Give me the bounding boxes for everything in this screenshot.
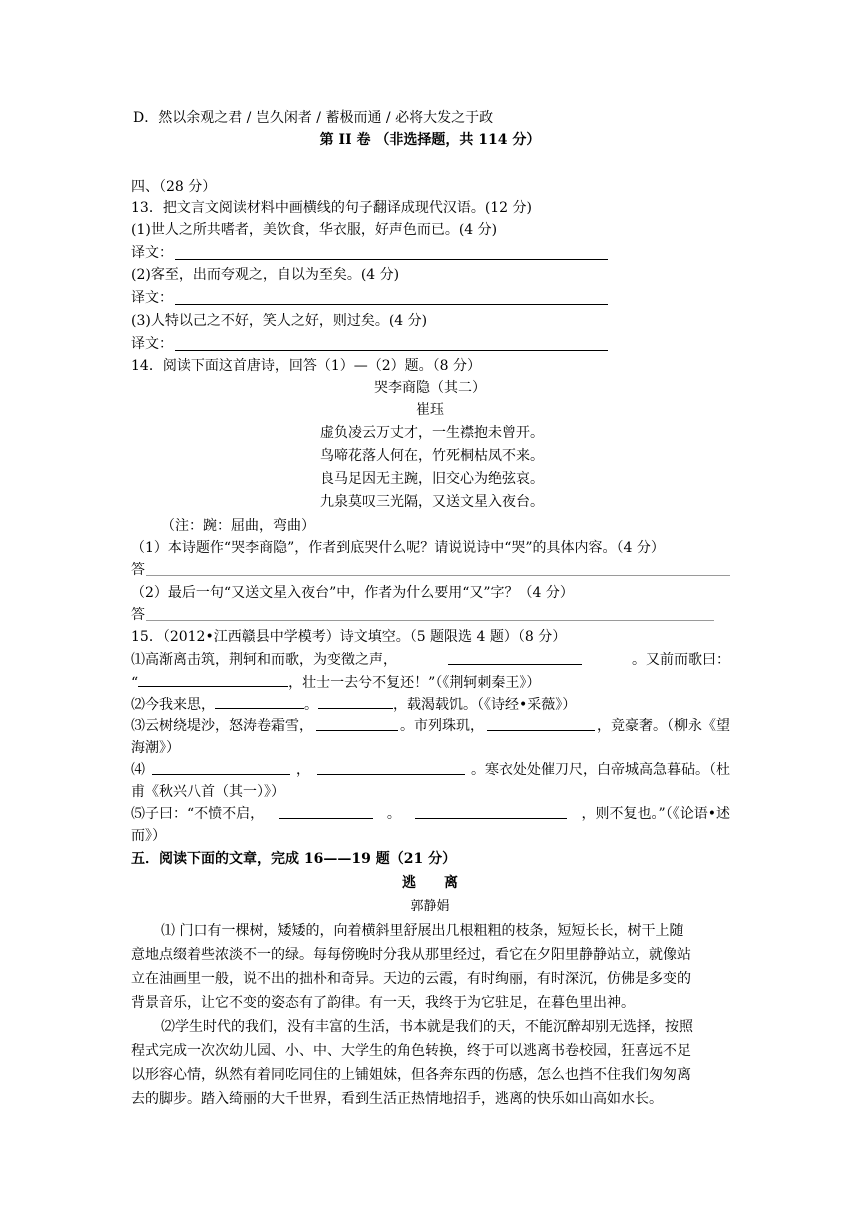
q15-item2-text-b: 。 xyxy=(304,697,318,713)
q14-answer-label-1: 答 xyxy=(131,562,145,578)
q14-answer-line-1[interactable] xyxy=(146,575,730,576)
q15-item-5-cont: 而》） xyxy=(131,828,166,844)
q15-item2-text-a: ⑵今我来思， xyxy=(131,697,215,713)
q15-item5-text-a: ⑸子曰：“不愤不启， xyxy=(131,806,265,822)
q15-item3-text-b: 。市列珠玑， xyxy=(400,718,484,734)
q15-item-4-cont: 甫《秋兴八首（其一）》） xyxy=(131,784,285,800)
q15-item-1 xyxy=(131,650,730,670)
q15-item-4 xyxy=(131,760,730,780)
q13-stem: 13．把文言文阅读材料中画横线的句子翻译成现代汉语。(12 分) xyxy=(131,200,533,216)
article-p2-line-4: 去的脚步。踏入绮丽的大千世界，看到生活正热情地招手，逃离的快乐如山高如水长。 xyxy=(131,1091,663,1107)
article-p1-line-4: 背景音乐，让它不变的姿态有了韵律。有一天，我终于为它驻足，在暮色里出神。 xyxy=(131,995,635,1011)
q14-stem: 14．阅读下面这首唐诗，回答（1）—（2）题。（8 分） xyxy=(131,358,481,374)
q13-answer-line-2[interactable] xyxy=(175,304,608,305)
article-p2-line-2: 程式完成一次次幼儿园、小、中、大学生的角色转换，终于可以逃离书卷校园，狂喜远不足 xyxy=(131,1043,691,1059)
q14-answer-line-2[interactable] xyxy=(146,620,714,621)
article-p2-line-3: 以形容心情，纵然有着同吃同住的上铺姐妹，但各奔东西的伤感，怎么也挡不住我们匆匆离 xyxy=(131,1067,691,1083)
q15-item1-text-d: ，壮士一去兮不复还！”（《荆轲刺秦王》） xyxy=(288,675,541,691)
q15-item1-text-b: 。又前而歌曰： xyxy=(632,652,730,668)
q15-item4-text-c: 。寒衣处处催刀尺，白帝城高急暮砧。（杜 xyxy=(471,762,730,778)
article-p1-line-1: ⑴ 门口有一棵树，矮矮的，向着横斜里舒展出几根粗粗的枝条，短短长长，树干上随 xyxy=(161,923,684,939)
article-p1-line-2: 意地点缀着些浓淡不一的绿。每每傍晚时分我从那里经过，看它在夕阳里静静站立，就像站 xyxy=(131,947,691,963)
q15-item5-text-b: 。 xyxy=(386,806,401,822)
poem-line-3: 良马足因无主踠，旧交心为绝弦哀。 xyxy=(320,471,544,487)
q14-answer-label-2: 答 xyxy=(131,607,145,623)
q15-item-2 xyxy=(131,694,576,715)
article-author: 郭静娟 xyxy=(410,899,450,914)
poem-note: （注：踠：屈曲，弯曲） xyxy=(161,518,315,534)
poem-line-1: 虚负凌云万丈才，一生襟抱未曾开。 xyxy=(320,425,544,441)
q15-item3-text-a: ⑶云树绕堤沙，怒涛卷霜雪， xyxy=(131,718,313,734)
q13-answer-line-1[interactable] xyxy=(175,259,608,260)
q15-blank-8[interactable] xyxy=(317,760,465,775)
q15-blank-9[interactable] xyxy=(279,804,373,819)
poem-author: 崔珏 xyxy=(416,402,444,418)
q15-item2-text-c: ，载渴载饥。（《诗经•采薇》） xyxy=(393,697,577,713)
q15-stem: 15．（2012•江西赣县中学模考）诗文填空。（5 题限选 4 题）（8 分） xyxy=(131,629,567,645)
q15-blank-1[interactable] xyxy=(448,650,582,665)
section4-header: 四、（28 分） xyxy=(131,179,217,195)
q15-item5-text-c: ，则不复也。”（《论语•述 xyxy=(581,806,730,822)
q15-blank-10[interactable] xyxy=(415,804,567,819)
q15-blank-5[interactable] xyxy=(316,716,398,731)
q13-item-2: (2)客至，出而夸观之，自以为至矣。(4 分) xyxy=(131,267,400,283)
q15-item1-text-a: ⑴高渐离击筑，荆轲和而歌，为变徵之声， xyxy=(131,652,397,668)
q14-sub-2: （2）最后一句“又送文星入夜台”中，作者为什么要用“又”字？（4 分） xyxy=(131,585,574,601)
q13-item-1: (1)世人之所共嗜者，美饮食，华衣服，好声色而已。(4 分) xyxy=(131,222,498,238)
article-p2-line-1: ⑵学生时代的我们，没有丰富的生活，书本就是我们的天，不能沉醉却别无选择，按照 xyxy=(161,1019,693,1035)
article-title: 逃 离 xyxy=(402,875,458,891)
q15-item-5 xyxy=(131,804,730,824)
q13-item-3: (3)人特以己之不好，笑人之好，则过矣。(4 分) xyxy=(131,313,428,329)
q15-blank-6[interactable] xyxy=(487,716,595,731)
q15-item-3-cont: 海潮》） xyxy=(131,740,180,756)
q15-item-1-cont xyxy=(131,672,540,693)
q15-item4-text-b: ， xyxy=(296,762,310,778)
volume2-title: 第 II 卷 （非选择题，共 114 分） xyxy=(319,132,541,148)
q13-answer-label-1: 译文： xyxy=(131,245,173,261)
q15-item4-text-a: ⑷ xyxy=(131,762,145,778)
q15-item1-text-c: “ xyxy=(131,675,139,691)
q15-blank-7[interactable] xyxy=(152,760,290,775)
q14-sub-1: （1）本诗题作“哭李商隐”，作者到底哭什么呢？请说说诗中“哭”的具体内容。（4 分） xyxy=(131,540,665,556)
q15-blank-2[interactable] xyxy=(138,672,288,687)
poem-line-2: 鸟啼花落人何在，竹死桐枯凤不来。 xyxy=(320,448,544,464)
section5-header: 五．阅读下面的文章，完成 16——19 题（21 分） xyxy=(131,851,457,867)
q13-answer-label-3: 译文： xyxy=(131,336,173,352)
q15-blank-3[interactable] xyxy=(215,694,304,709)
poem-line-4: 九泉莫叹三光隔，又送文星入夜台。 xyxy=(320,494,544,510)
q15-item3-text-c: ，竞豪奢。（柳永《望 xyxy=(597,718,730,734)
q15-blank-4[interactable] xyxy=(318,694,393,709)
q12-option-d: D．然以余观之君 / 岂久闲者 / 蓄极而通 / 必将大发之于政 xyxy=(133,110,494,126)
article-p1-line-3: 立在油画里一般，说不出的拙朴和奇异。天边的云霞，有时绚丽，有时深沉，仿佛是多变的 xyxy=(131,971,691,987)
q13-answer-label-2: 译文： xyxy=(131,290,173,306)
q13-answer-line-3[interactable] xyxy=(175,350,608,351)
q15-item-3 xyxy=(131,716,730,736)
poem-title: 哭李商隐（其二） xyxy=(374,380,486,396)
